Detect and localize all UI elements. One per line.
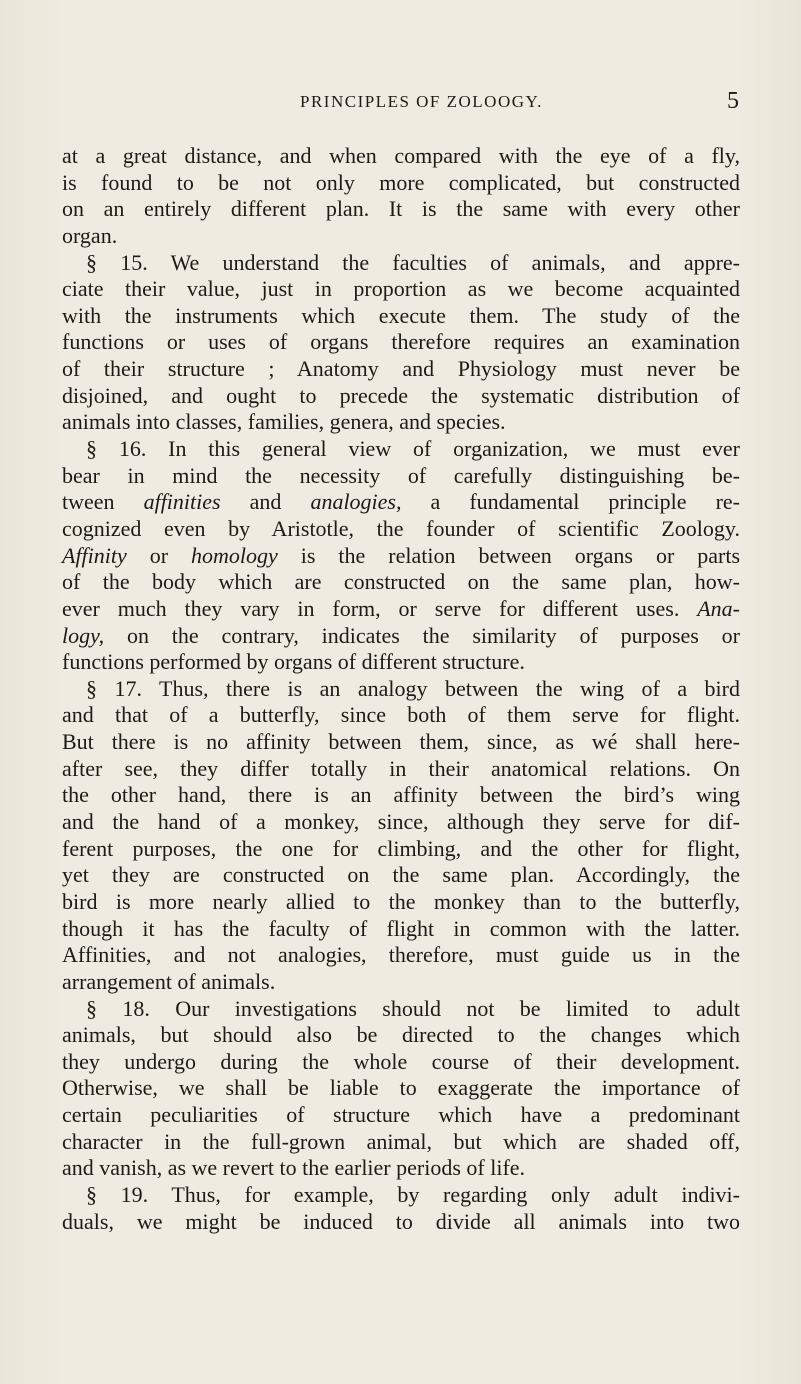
text-line: and that of a butterfly, since both of them serve for flight. <box>62 702 740 728</box>
text-segment: tween <box>62 489 144 515</box>
text-segment: and <box>220 489 311 515</box>
body-text <box>62 143 740 1235</box>
text-line: But there is no affinity between them, since, as wé shall here- <box>62 729 740 755</box>
text-segment: ever much they vary in form, or serve for different uses. <box>62 595 698 621</box>
text-segment: is the relation between organs or parts <box>277 542 741 568</box>
text-line-with-italics <box>62 543 740 570</box>
text-line: disjoined, and ought to precede the systematic distribution of <box>62 382 740 408</box>
running-title: PRINCIPLES OF ZOLOOGY. <box>300 92 543 111</box>
text-line: Affinities, and not analogies, therefore, must guide us in the <box>62 942 740 968</box>
text-line-with-italics <box>62 596 740 623</box>
text-line: and the hand of a monkey, since, although they serve for dif- <box>62 809 740 835</box>
text-line: on an entirely different plan. It is the same with every other <box>62 196 740 222</box>
page-number: 5 <box>727 88 739 114</box>
text-line: after see, they differ totally in their anatomical relations. On <box>62 755 740 781</box>
italic-term-analogy: Ana- <box>697 595 740 621</box>
text-line: and vanish, as we revert to the earlier periods of life. <box>62 1155 526 1181</box>
italic-term-affinity: Affinity <box>62 542 127 568</box>
text-line: ferent purposes, the one for climbing, and the other for flight, <box>62 835 740 861</box>
text-line: arrangement of animals. <box>62 968 276 994</box>
italic-term-analogy-cont: logy, <box>62 622 105 648</box>
text-line-with-italics <box>62 623 740 650</box>
italic-term-homology: homology <box>191 542 278 568</box>
text-line: duals, we might be induced to divide all animals into two <box>62 1208 740 1234</box>
text-line: animals, but should also be directed to the changes which <box>62 1022 740 1048</box>
section-18-first-line: § 18. Our investigations should not be limited to adult <box>86 995 740 1021</box>
running-head <box>0 86 801 120</box>
text-segment: on the contrary, indicates the similarity of purposes or <box>104 622 740 648</box>
text-line: cognized even by Aristotle, the founder of scientific Zoology. <box>62 515 740 541</box>
text-line: ciate their value, just in proportion as we become acquainted <box>62 276 740 302</box>
section-15-first-line: § 15. We understand the faculties of animals, and appre- <box>86 249 740 275</box>
section-17-first-line: § 17. Thus, there is an analogy between the wing of a bird <box>86 675 740 701</box>
section-16-first-line: § 16. In this general view of organization, we must ever <box>86 436 740 462</box>
text-line: though it has the faculty of flight in common with the latter. <box>62 915 740 941</box>
section-19-first-line: § 19. Thus, for example, by regarding only adult indivi- <box>86 1181 740 1207</box>
text-line: Otherwise, we shall be liable to exaggerate the importance of <box>62 1075 740 1101</box>
text-line: the other hand, there is an affinity between the bird’s wing <box>62 782 740 808</box>
text-line-with-italics <box>62 489 740 516</box>
text-line: bear in mind the necessity of carefully distinguishing be- <box>62 462 740 488</box>
text-line: character in the full-grown animal, but which are shaded off, <box>62 1128 740 1154</box>
text-line: organ. <box>62 222 118 248</box>
italic-term-analogies: analogies, <box>310 489 402 515</box>
text-line: they undergo during the whole course of their development. <box>62 1048 740 1074</box>
text-line: is found to be not only more complicated, but constructed <box>62 169 740 195</box>
text-segment: a fundamental principle re- <box>401 489 741 515</box>
text-line: functions or uses of organs therefore requires an examination <box>62 329 740 355</box>
text-line: with the instruments which execute them. The study of the <box>62 302 740 328</box>
text-line: of the body which are constructed on the same plan, how- <box>62 569 740 595</box>
text-line: of their structure ; Anatomy and Physiology must never be <box>62 356 740 382</box>
text-line: functions performed by organs of different structure. <box>62 649 525 675</box>
text-line: animals into classes, families, genera, and species. <box>62 409 506 435</box>
text-line: bird is more nearly allied to the monkey than to the butterfly, <box>62 888 740 914</box>
text-line: certain peculiarities of structure which have a predominant <box>62 1102 740 1128</box>
text-segment: or <box>126 542 192 568</box>
italic-term-affinities: affinities <box>143 489 221 515</box>
text-line: at a great distance, and when compared with the eye of a fly, <box>62 143 740 168</box>
text-line: yet they are constructed on the same plan. Accordingly, the <box>62 862 740 888</box>
